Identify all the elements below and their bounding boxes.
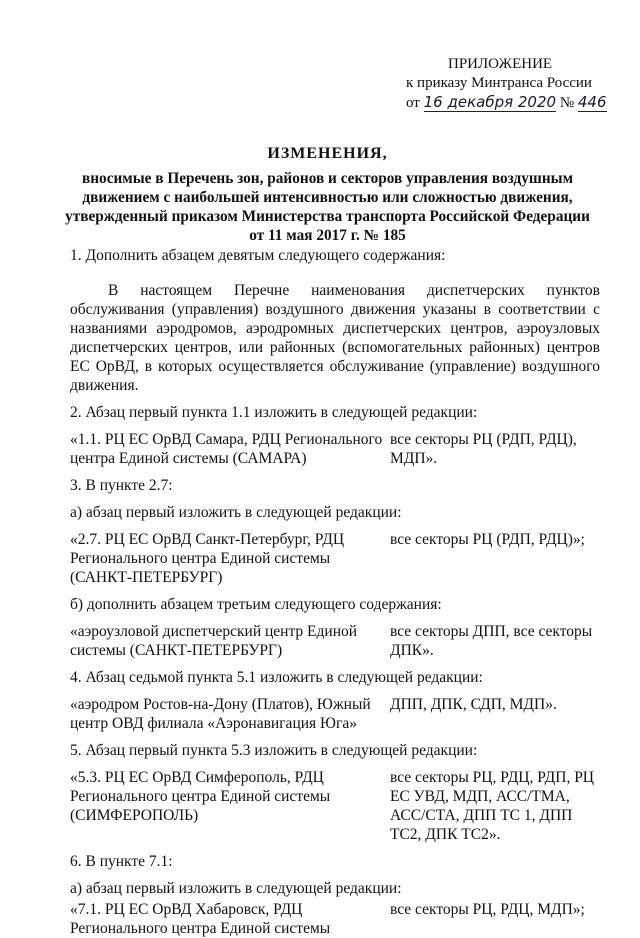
row-left: «аэроузловой диспетчерский центр Единой системы (САНКТ-ПЕТЕРБУРГ): [70, 623, 358, 659]
document-body: [70, 246, 600, 938]
appendix-title: ПРИЛОЖЕНИЕ: [448, 56, 553, 72]
row-left: «1.1. РЦ ЕС ОрВД Самара, РДЦ Регионального центра Единой системы (САМАРА): [70, 431, 383, 467]
appendix-date-prefix: от: [406, 95, 420, 111]
row-left: «2.7. РЦ ЕС ОрВД Санкт-Петербург, РДЦ Регионального центра Единой системы (САНКТ-ПЕТЕРБУРГ): [70, 531, 345, 586]
row-left: «5.3. РЦ ЕС ОрВД Симферополь, РДЦ Регионального центра Единой системы (СИМФЕРОПОЛЬ): [70, 769, 331, 824]
heading-line: утвержденный приказом Министерства транспорта Российской Федерации: [65, 208, 590, 225]
heading-line: движением с наибольшей интенсивностью или сложностью движения,: [82, 189, 573, 206]
row-right: все секторы ДПП, все секторы ДПК».: [390, 623, 593, 659]
item-3: 3. В пункте 2.7:: [70, 477, 173, 494]
item-5: 5. Абзац первый пункта 5.3 изложить в следующей редакции:: [70, 742, 478, 759]
row-right: ДПП, ДПК, СДП, МДП».: [390, 696, 557, 713]
table-row: [70, 530, 600, 587]
document-heading: [60, 145, 595, 245]
heading-line: от 11 мая 2017 г. № 185: [249, 227, 406, 244]
appendix-block: [396, 55, 632, 113]
heading-line: вносимые в Перечень зон, районов и секторов управления воздушным: [81, 170, 574, 187]
table-row: [70, 900, 600, 938]
row-left: «аэродром Ростов-на-Дону (Платов), Южный центр ОВД филиала «Аэронавигация Юга»: [70, 696, 371, 732]
row-right: все секторы РЦ (РДП, РДЦ), МДП».: [390, 431, 577, 467]
handwritten-number: 446: [577, 93, 607, 111]
table-row: [70, 430, 600, 468]
row-right: все секторы РЦ (РДП, РДЦ)»;: [390, 531, 585, 548]
table-row: [70, 768, 600, 844]
table-row: [70, 695, 600, 733]
item-1-text: В настоящем Перечне наименования диспетчерских пунктов обслуживания (управления) воздушного движения указаны в соответствии с названиями аэродромов, аэродромных диспетчерских центров, аэроузловых диспетчерских центров, или районных (вспомогательных районных) центров ЕС ОрВД, в которых осуществляется обслуживание (управление) воздушного движения.: [70, 282, 600, 394]
item-6a: а) абзац первый изложить в следующей редакции:: [70, 880, 402, 897]
item-4: 4. Абзац седьмой пункта 5.1 изложить в следующей редакции:: [70, 669, 483, 686]
row-right: все секторы РЦ, РДЦ, МДП»;: [390, 901, 585, 918]
appendix-date-line: [396, 93, 632, 113]
item-2: 2. Абзац первый пункта 1.1 изложить в следующей редакции:: [70, 404, 478, 421]
appendix-order-ref: к приказу Минтранса России: [406, 75, 592, 91]
handwritten-date: 16 декабря 2020: [423, 93, 557, 111]
number-mark: №: [559, 95, 575, 111]
heading-title: ИЗМЕНЕНИЯ,: [267, 145, 388, 162]
row-right: все секторы РЦ, РДЦ, РДП, РЦ ЕС УВД, МДП, АСС/TMA, АСС/СТА, ДПП ТС 1, ДПП ТС2, ДПК ТС2».: [390, 769, 595, 843]
item-1: 1. Дополнить абзацем девятым следующего содержания:: [70, 247, 446, 264]
row-left: «7.1. РЦ ЕС ОрВД Хабаровск, РДЦ Регионального центра Единой системы: [70, 901, 331, 937]
item-3a: а) абзац первый изложить в следующей редакции:: [70, 504, 402, 521]
table-row: [70, 622, 600, 660]
item-3b: б) дополнить абзацем третьим следующего содержания:: [70, 596, 442, 613]
item-6: 6. В пункте 7.1:: [70, 853, 173, 870]
